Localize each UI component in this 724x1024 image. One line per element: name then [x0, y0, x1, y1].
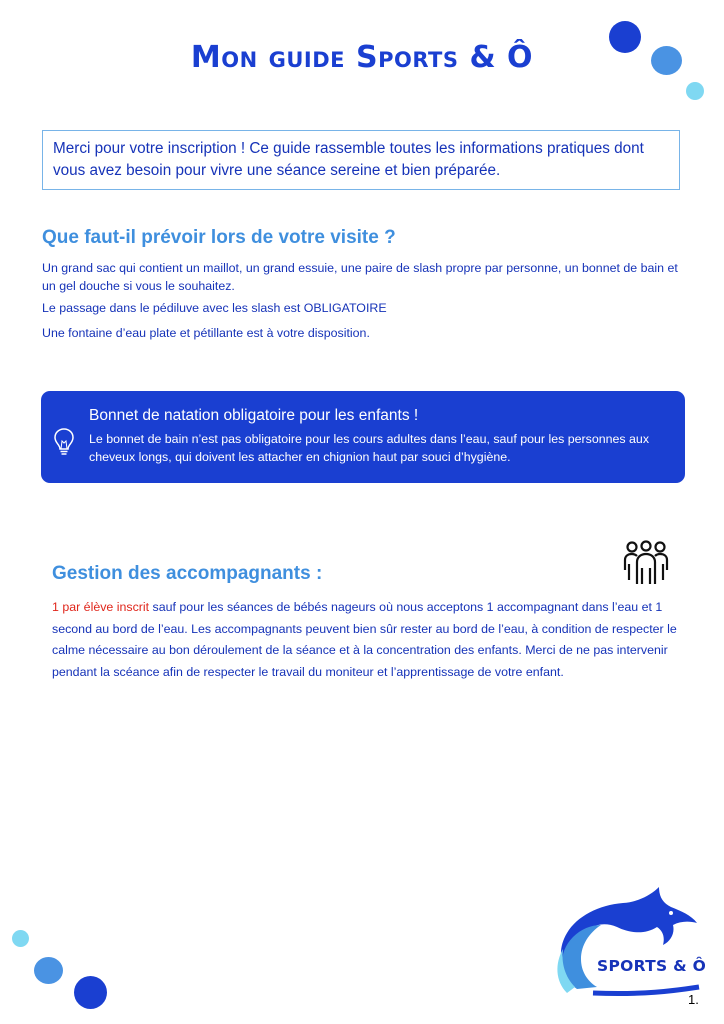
lightbulb-icon	[53, 427, 75, 457]
tip-title: Bonnet de natation obligatoire pour les enfants !	[89, 407, 419, 424]
companions-heading: Gestion des accompagnants :	[52, 563, 323, 584]
tip-text: Le bonnet de bain n’est pas obligatoire pour les cours adultes dans l’eau, sauf pour les personnes aux cheveux longs, qui doivent les attacher en chignion haut par souci d’hygiène.	[89, 432, 650, 464]
visit-paragraph: Un grand sac qui contient un maillot, un grand essuie, une paire de slash propre par personne, un bonnet de bain et un gel douche si vous le souhaitez.	[42, 261, 678, 293]
visit-paragraph: Le passage dans le pédiluve avec les slash est OBLIGATOIRE	[42, 301, 387, 315]
page-title: Mon guide Sports & Ô	[190, 40, 534, 75]
tip-callout	[41, 391, 685, 483]
bubble-decoration	[686, 82, 704, 100]
bubble-decoration	[74, 976, 107, 1009]
people-group-icon	[622, 540, 670, 586]
logo-text: SPORTS & Ô	[597, 957, 707, 975]
page-number: 1.	[688, 992, 699, 1007]
bubble-decoration	[34, 957, 63, 984]
visit-heading: Que faut-il prévoir lors de votre visite ?	[42, 227, 396, 248]
visit-paragraph: Une fontaine d’eau plate et pétillante est à votre disposition.	[42, 326, 370, 340]
bubble-decoration	[12, 930, 29, 947]
companions-highlight: 1 par élève inscrit	[52, 600, 150, 614]
companions-text	[52, 597, 680, 683]
intro-text: Merci pour votre inscription ! Ce guide rassemble toutes les informations pratiques dont vous avez besoin pour vivre une séance sereine et bien préparée.	[53, 140, 644, 179]
dolphin-logo-icon	[553, 883, 703, 1001]
intro-box	[42, 130, 680, 190]
companions-body: sauf pour les séances de bébés nageurs où nous acceptons 1 accompagnant dans l’eau et 1 second au bord de l’eau. Les accompagnants peuvent bien sûr rester au bord de l’eau, à condition de respecter le calme nécessaire au bon déroulement de la séance et à la concentration des enfants. Merci de ne pas intervenir pendant la scéance afin de respecter le travail du moniteur et l’apprentissage de votre enfant.	[52, 600, 677, 679]
